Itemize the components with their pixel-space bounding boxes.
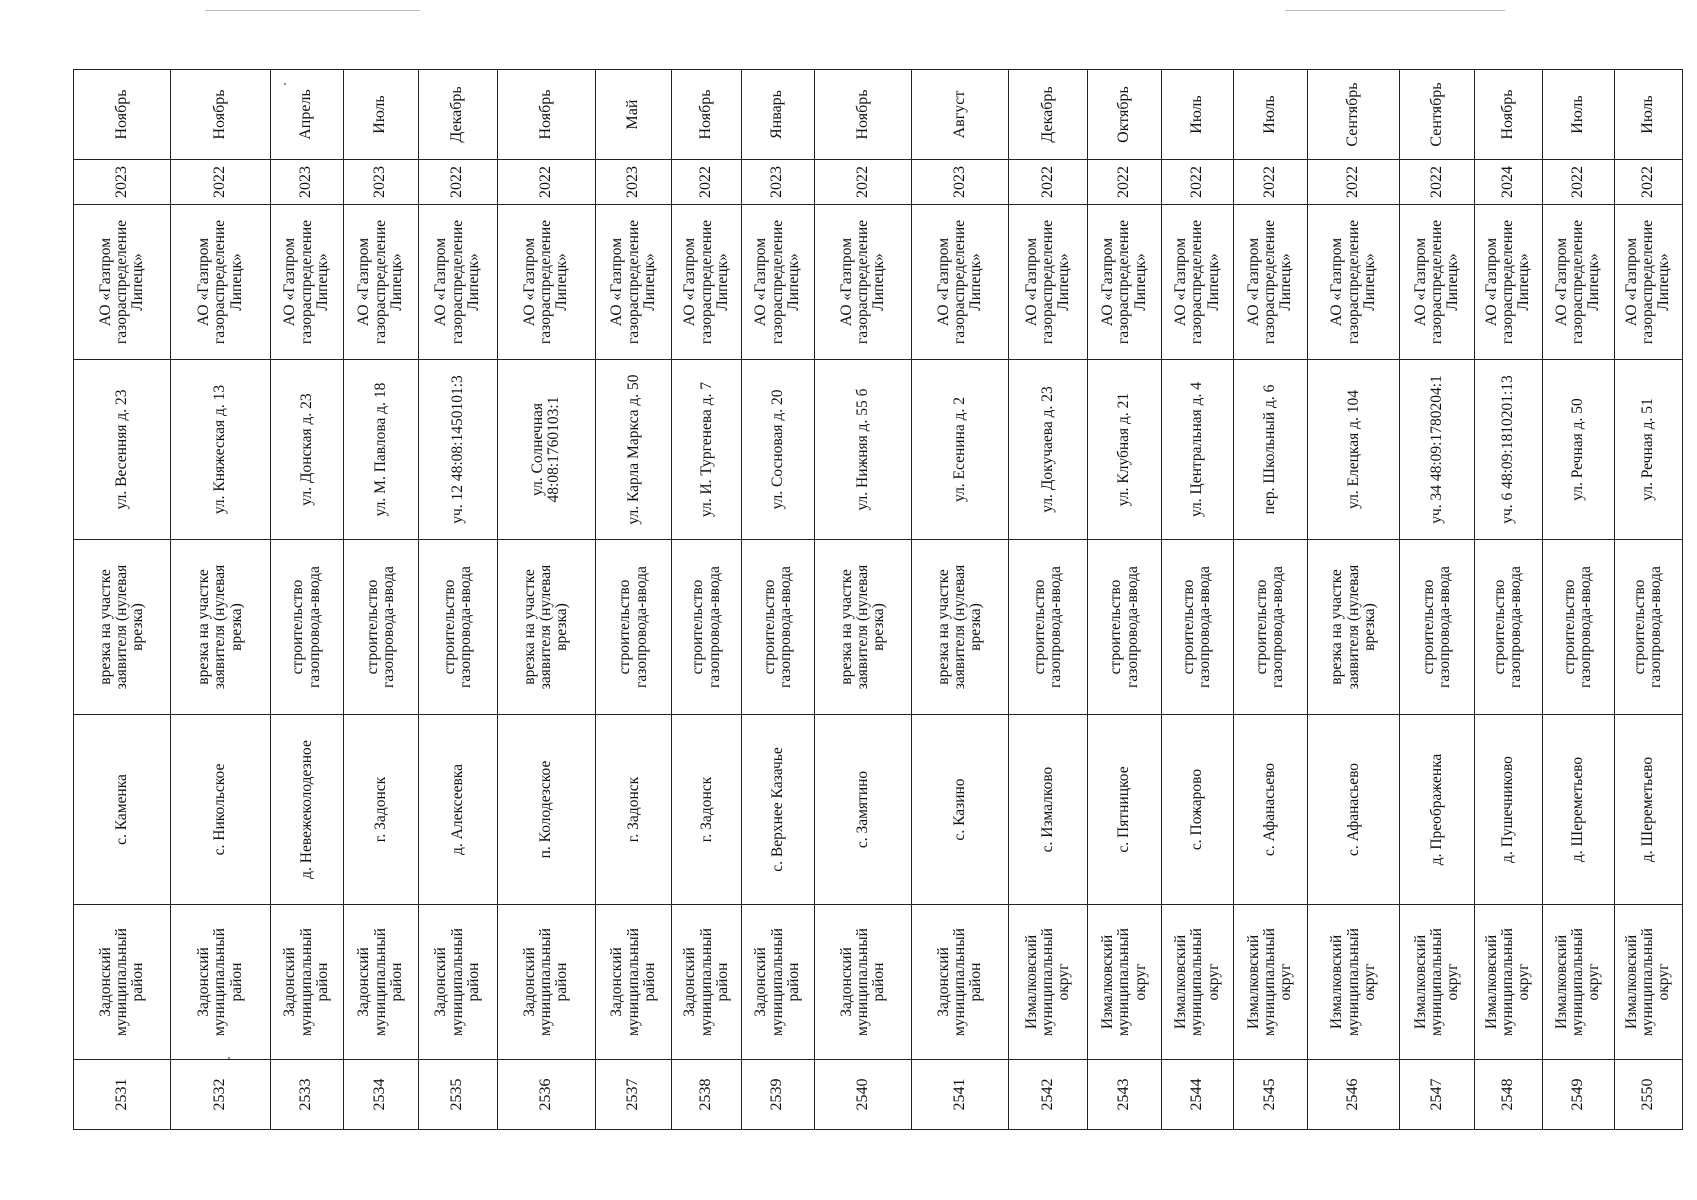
month-cell: Ноябрь xyxy=(171,70,271,160)
address-cell: ул. Речная д. 50 xyxy=(1542,360,1614,540)
table-row xyxy=(1162,70,1234,1130)
district-cell: Задонский муниципальный район xyxy=(596,905,672,1060)
address-cell: ул. М. Павлова д. 18 xyxy=(343,360,418,540)
record-number: 2550 xyxy=(1614,1060,1682,1130)
rotated-table-container xyxy=(73,70,1683,1130)
district-cell: Задонский муниципальный район xyxy=(171,905,271,1060)
record-number: 2542 xyxy=(1009,1060,1088,1130)
work-type-cell: строительство газопровода-ввода xyxy=(270,540,343,715)
year-cell: 2022 xyxy=(1614,160,1682,205)
district-cell: Задонский муниципальный район xyxy=(270,905,343,1060)
table-row xyxy=(1087,70,1161,1130)
month-cell: Июль xyxy=(1162,70,1234,160)
work-type-cell: строительство газопровода-ввода xyxy=(1009,540,1088,715)
address-cell: ул. Сосновая д. 20 xyxy=(741,360,814,540)
year-cell: 2023 xyxy=(74,160,171,205)
address-cell: ул. Клубная д. 21 xyxy=(1087,360,1161,540)
locality-cell: г. Задонск xyxy=(672,715,741,905)
address-cell: уч. 34 48:09:1780204:1 xyxy=(1400,360,1474,540)
address-cell: пер. Школьный д. 6 xyxy=(1233,360,1307,540)
district-cell: Измалковский муниципальный округ xyxy=(1542,905,1614,1060)
locality-cell: д. Пушечниково xyxy=(1474,715,1542,905)
table-row xyxy=(1233,70,1307,1130)
organization-cell: АО «Газпром газораспределение Липецк» xyxy=(1162,205,1234,360)
month-cell: Ноябрь xyxy=(814,70,911,160)
table-row xyxy=(1614,70,1682,1130)
address-cell: ул. Есенина д. 2 xyxy=(912,360,1009,540)
organization-cell: АО «Газпром газораспределение Липецк» xyxy=(912,205,1009,360)
year-cell: 2024 xyxy=(1474,160,1542,205)
scan-artifact-line-left xyxy=(205,10,420,11)
organization-cell: АО «Газпром газораспределение Липецк» xyxy=(270,205,343,360)
locality-cell: с. Афанасьево xyxy=(1307,715,1400,905)
work-type-cell: строительство газопровода-ввода xyxy=(343,540,418,715)
month-cell: Сентябрь xyxy=(1307,70,1400,160)
district-cell: Задонский муниципальный район xyxy=(497,905,595,1060)
year-cell: 2022 xyxy=(1087,160,1161,205)
gasification-registry-table xyxy=(73,69,1683,1130)
organization-cell: АО «Газпром газораспределение Липецк» xyxy=(1400,205,1474,360)
district-cell: Измалковский муниципальный округ xyxy=(1474,905,1542,1060)
locality-cell: с. Пятницкое xyxy=(1087,715,1161,905)
organization-cell: АО «Газпром газораспределение Липецк» xyxy=(1542,205,1614,360)
month-cell: Июль xyxy=(1233,70,1307,160)
district-cell: Задонский муниципальный район xyxy=(741,905,814,1060)
record-number: 2533 xyxy=(270,1060,343,1130)
organization-cell: АО «Газпром газораспределение Липецк» xyxy=(814,205,911,360)
locality-cell: с. Никольское xyxy=(171,715,271,905)
month-cell: Ноябрь xyxy=(497,70,595,160)
work-type-cell: строительство газопровода-ввода xyxy=(596,540,672,715)
record-number: 2545 xyxy=(1233,1060,1307,1130)
address-cell: ул. Княжеская д. 13 xyxy=(171,360,271,540)
locality-cell: д. Шереметьево xyxy=(1614,715,1682,905)
year-cell: 2022 xyxy=(497,160,595,205)
work-type-cell: строительство газопровода-ввода xyxy=(1233,540,1307,715)
work-type-cell: строительство газопровода-ввода xyxy=(1542,540,1614,715)
record-number: 2535 xyxy=(418,1060,497,1130)
work-type-cell: строительство газопровода-ввода xyxy=(672,540,741,715)
year-cell: 2022 xyxy=(1233,160,1307,205)
locality-cell: с. Измалково xyxy=(1009,715,1088,905)
month-cell: Январь xyxy=(741,70,814,160)
table-row xyxy=(497,70,595,1130)
work-type-cell: врезка на участке заявителя (нулевая врезка) xyxy=(74,540,171,715)
month-cell: Декабрь xyxy=(1009,70,1088,160)
table-row xyxy=(343,70,418,1130)
organization-cell: АО «Газпром газораспределение Липецк» xyxy=(418,205,497,360)
district-cell: Задонский муниципальный район xyxy=(814,905,911,1060)
year-cell: 2023 xyxy=(270,160,343,205)
address-cell: уч. 6 48:09:1810201:13 xyxy=(1474,360,1542,540)
table-row xyxy=(1474,70,1542,1130)
table-row xyxy=(418,70,497,1130)
address-cell: ул. Речная д. 51 xyxy=(1614,360,1682,540)
organization-cell: АО «Газпром газораспределение Липецк» xyxy=(1614,205,1682,360)
table-row xyxy=(1009,70,1088,1130)
month-cell: Декабрь xyxy=(418,70,497,160)
address-cell: ул. Елецкая д. 104 xyxy=(1307,360,1400,540)
work-type-cell: строительство газопровода-ввода xyxy=(418,540,497,715)
organization-cell: АО «Газпром газораспределение Липецк» xyxy=(343,205,418,360)
record-number: 2544 xyxy=(1162,1060,1234,1130)
district-cell: Задонский муниципальный район xyxy=(343,905,418,1060)
month-cell: Июль xyxy=(1542,70,1614,160)
organization-cell: АО «Газпром газораспределение Липецк» xyxy=(497,205,595,360)
organization-cell: АО «Газпром газораспределение Липецк» xyxy=(741,205,814,360)
organization-cell: АО «Газпром газораспределение Липецк» xyxy=(1009,205,1088,360)
year-cell: 2022 xyxy=(814,160,911,205)
record-number: 2549 xyxy=(1542,1060,1614,1130)
record-number: 2548 xyxy=(1474,1060,1542,1130)
work-type-cell: строительство газопровода-ввода xyxy=(1162,540,1234,715)
record-number: 2538 xyxy=(672,1060,741,1130)
year-cell: 2023 xyxy=(343,160,418,205)
district-cell: Измалковский муниципальный округ xyxy=(1307,905,1400,1060)
record-number: 2532 xyxy=(171,1060,271,1130)
address-cell: ул. Докучаева д. 23 xyxy=(1009,360,1088,540)
table-body xyxy=(74,70,1683,1130)
address-cell: уч. 12 48:08:1450101:3 xyxy=(418,360,497,540)
year-cell: 2023 xyxy=(741,160,814,205)
locality-cell: г. Задонск xyxy=(343,715,418,905)
address-cell: ул. Солнечная 48:08:1760103:1 xyxy=(497,360,595,540)
work-type-cell: строительство газопровода-ввода xyxy=(1474,540,1542,715)
address-cell: ул. Донская д. 23 xyxy=(270,360,343,540)
year-cell: 2022 xyxy=(1009,160,1088,205)
locality-cell: д. Невежеколодезное xyxy=(270,715,343,905)
work-type-cell: врезка на участке заявителя (нулевая врезка) xyxy=(497,540,595,715)
record-number: 2536 xyxy=(497,1060,595,1130)
district-cell: Задонский муниципальный район xyxy=(672,905,741,1060)
record-number: 2547 xyxy=(1400,1060,1474,1130)
year-cell: 2022 xyxy=(171,160,271,205)
organization-cell: АО «Газпром газораспределение Липецк» xyxy=(596,205,672,360)
year-cell: 2022 xyxy=(672,160,741,205)
work-type-cell: врезка на участке заявителя (нулевая врезка) xyxy=(1307,540,1400,715)
work-type-cell: строительство газопровода-ввода xyxy=(1087,540,1161,715)
district-cell: Задонский муниципальный район xyxy=(418,905,497,1060)
month-cell: Ноябрь xyxy=(74,70,171,160)
table-row xyxy=(1307,70,1400,1130)
table-row xyxy=(672,70,741,1130)
locality-cell: с. Афанасьево xyxy=(1233,715,1307,905)
locality-cell: д. Шереметьево xyxy=(1542,715,1614,905)
table-row xyxy=(1400,70,1474,1130)
record-number: 2540 xyxy=(814,1060,911,1130)
organization-cell: АО «Газпром газораспределение Липецк» xyxy=(1233,205,1307,360)
year-cell: 2022 xyxy=(1162,160,1234,205)
district-cell: Измалковский муниципальный округ xyxy=(1614,905,1682,1060)
table-row xyxy=(741,70,814,1130)
month-cell: Апрель xyxy=(270,70,343,160)
work-type-cell: врезка на участке заявителя (нулевая врезка) xyxy=(171,540,271,715)
month-cell: Июль xyxy=(343,70,418,160)
month-cell: Ноябрь xyxy=(1474,70,1542,160)
locality-cell: д. Преображенка xyxy=(1400,715,1474,905)
scan-artifact-line-right xyxy=(1285,10,1505,11)
record-number: 2534 xyxy=(343,1060,418,1130)
district-cell: Задонский муниципальный район xyxy=(912,905,1009,1060)
organization-cell: АО «Газпром газораспределение Липецк» xyxy=(1474,205,1542,360)
locality-cell: с. Каменка xyxy=(74,715,171,905)
locality-cell: с. Казино xyxy=(912,715,1009,905)
work-type-cell: строительство газопровода-ввода xyxy=(1400,540,1474,715)
address-cell: ул. И. Тургенева д. 7 xyxy=(672,360,741,540)
year-cell: 2022 xyxy=(1307,160,1400,205)
year-cell: 2023 xyxy=(912,160,1009,205)
address-cell: ул. Центральная д. 4 xyxy=(1162,360,1234,540)
locality-cell: д. Алексеевка xyxy=(418,715,497,905)
year-cell: 2023 xyxy=(596,160,672,205)
address-cell: ул. Карла Маркса д. 50 xyxy=(596,360,672,540)
record-number: 2531 xyxy=(74,1060,171,1130)
work-type-cell: врезка на участке заявителя (нулевая врезка) xyxy=(814,540,911,715)
locality-cell: с. Замятино xyxy=(814,715,911,905)
record-number: 2543 xyxy=(1087,1060,1161,1130)
table-row xyxy=(74,70,171,1130)
district-cell: Измалковский муниципальный округ xyxy=(1400,905,1474,1060)
district-cell: Измалковский муниципальный округ xyxy=(1233,905,1307,1060)
organization-cell: АО «Газпром газораспределение Липецк» xyxy=(74,205,171,360)
district-cell: Измалковский муниципальный округ xyxy=(1162,905,1234,1060)
month-cell: Май xyxy=(596,70,672,160)
year-cell: 2022 xyxy=(1542,160,1614,205)
district-cell: Задонский муниципальный район xyxy=(74,905,171,1060)
table-row xyxy=(270,70,343,1130)
month-cell: Октябрь xyxy=(1087,70,1161,160)
district-cell: Измалковский муниципальный округ xyxy=(1087,905,1161,1060)
locality-cell: п. Колодезское xyxy=(497,715,595,905)
table-row xyxy=(912,70,1009,1130)
work-type-cell: строительство газопровода-ввода xyxy=(741,540,814,715)
table-row xyxy=(596,70,672,1130)
address-cell: ул. Нижняя д. 55 б xyxy=(814,360,911,540)
month-cell: Июль xyxy=(1614,70,1682,160)
record-number: 2541 xyxy=(912,1060,1009,1130)
table-row xyxy=(814,70,911,1130)
record-number: 2539 xyxy=(741,1060,814,1130)
table-row xyxy=(171,70,271,1130)
work-type-cell: врезка на участке заявителя (нулевая врезка) xyxy=(912,540,1009,715)
work-type-cell: строительство газопровода-ввода xyxy=(1614,540,1682,715)
organization-cell: АО «Газпром газораспределение Липецк» xyxy=(171,205,271,360)
address-cell: ул. Весенняя д. 23 xyxy=(74,360,171,540)
table-row xyxy=(1542,70,1614,1130)
year-cell: 2022 xyxy=(1400,160,1474,205)
locality-cell: с. Пожарово xyxy=(1162,715,1234,905)
month-cell: Сентябрь xyxy=(1400,70,1474,160)
year-cell: 2022 xyxy=(418,160,497,205)
organization-cell: АО «Газпром газораспределение Липецк» xyxy=(1307,205,1400,360)
month-cell: Август xyxy=(912,70,1009,160)
district-cell: Измалковский муниципальный округ xyxy=(1009,905,1088,1060)
month-cell: Ноябрь xyxy=(672,70,741,160)
organization-cell: АО «Газпром газораспределение Липецк» xyxy=(672,205,741,360)
organization-cell: АО «Газпром газораспределение Липецк» xyxy=(1087,205,1161,360)
record-number: 2546 xyxy=(1307,1060,1400,1130)
locality-cell: с. Верхнее Казачье xyxy=(741,715,814,905)
record-number: 2537 xyxy=(596,1060,672,1130)
locality-cell: г. Задонск xyxy=(596,715,672,905)
